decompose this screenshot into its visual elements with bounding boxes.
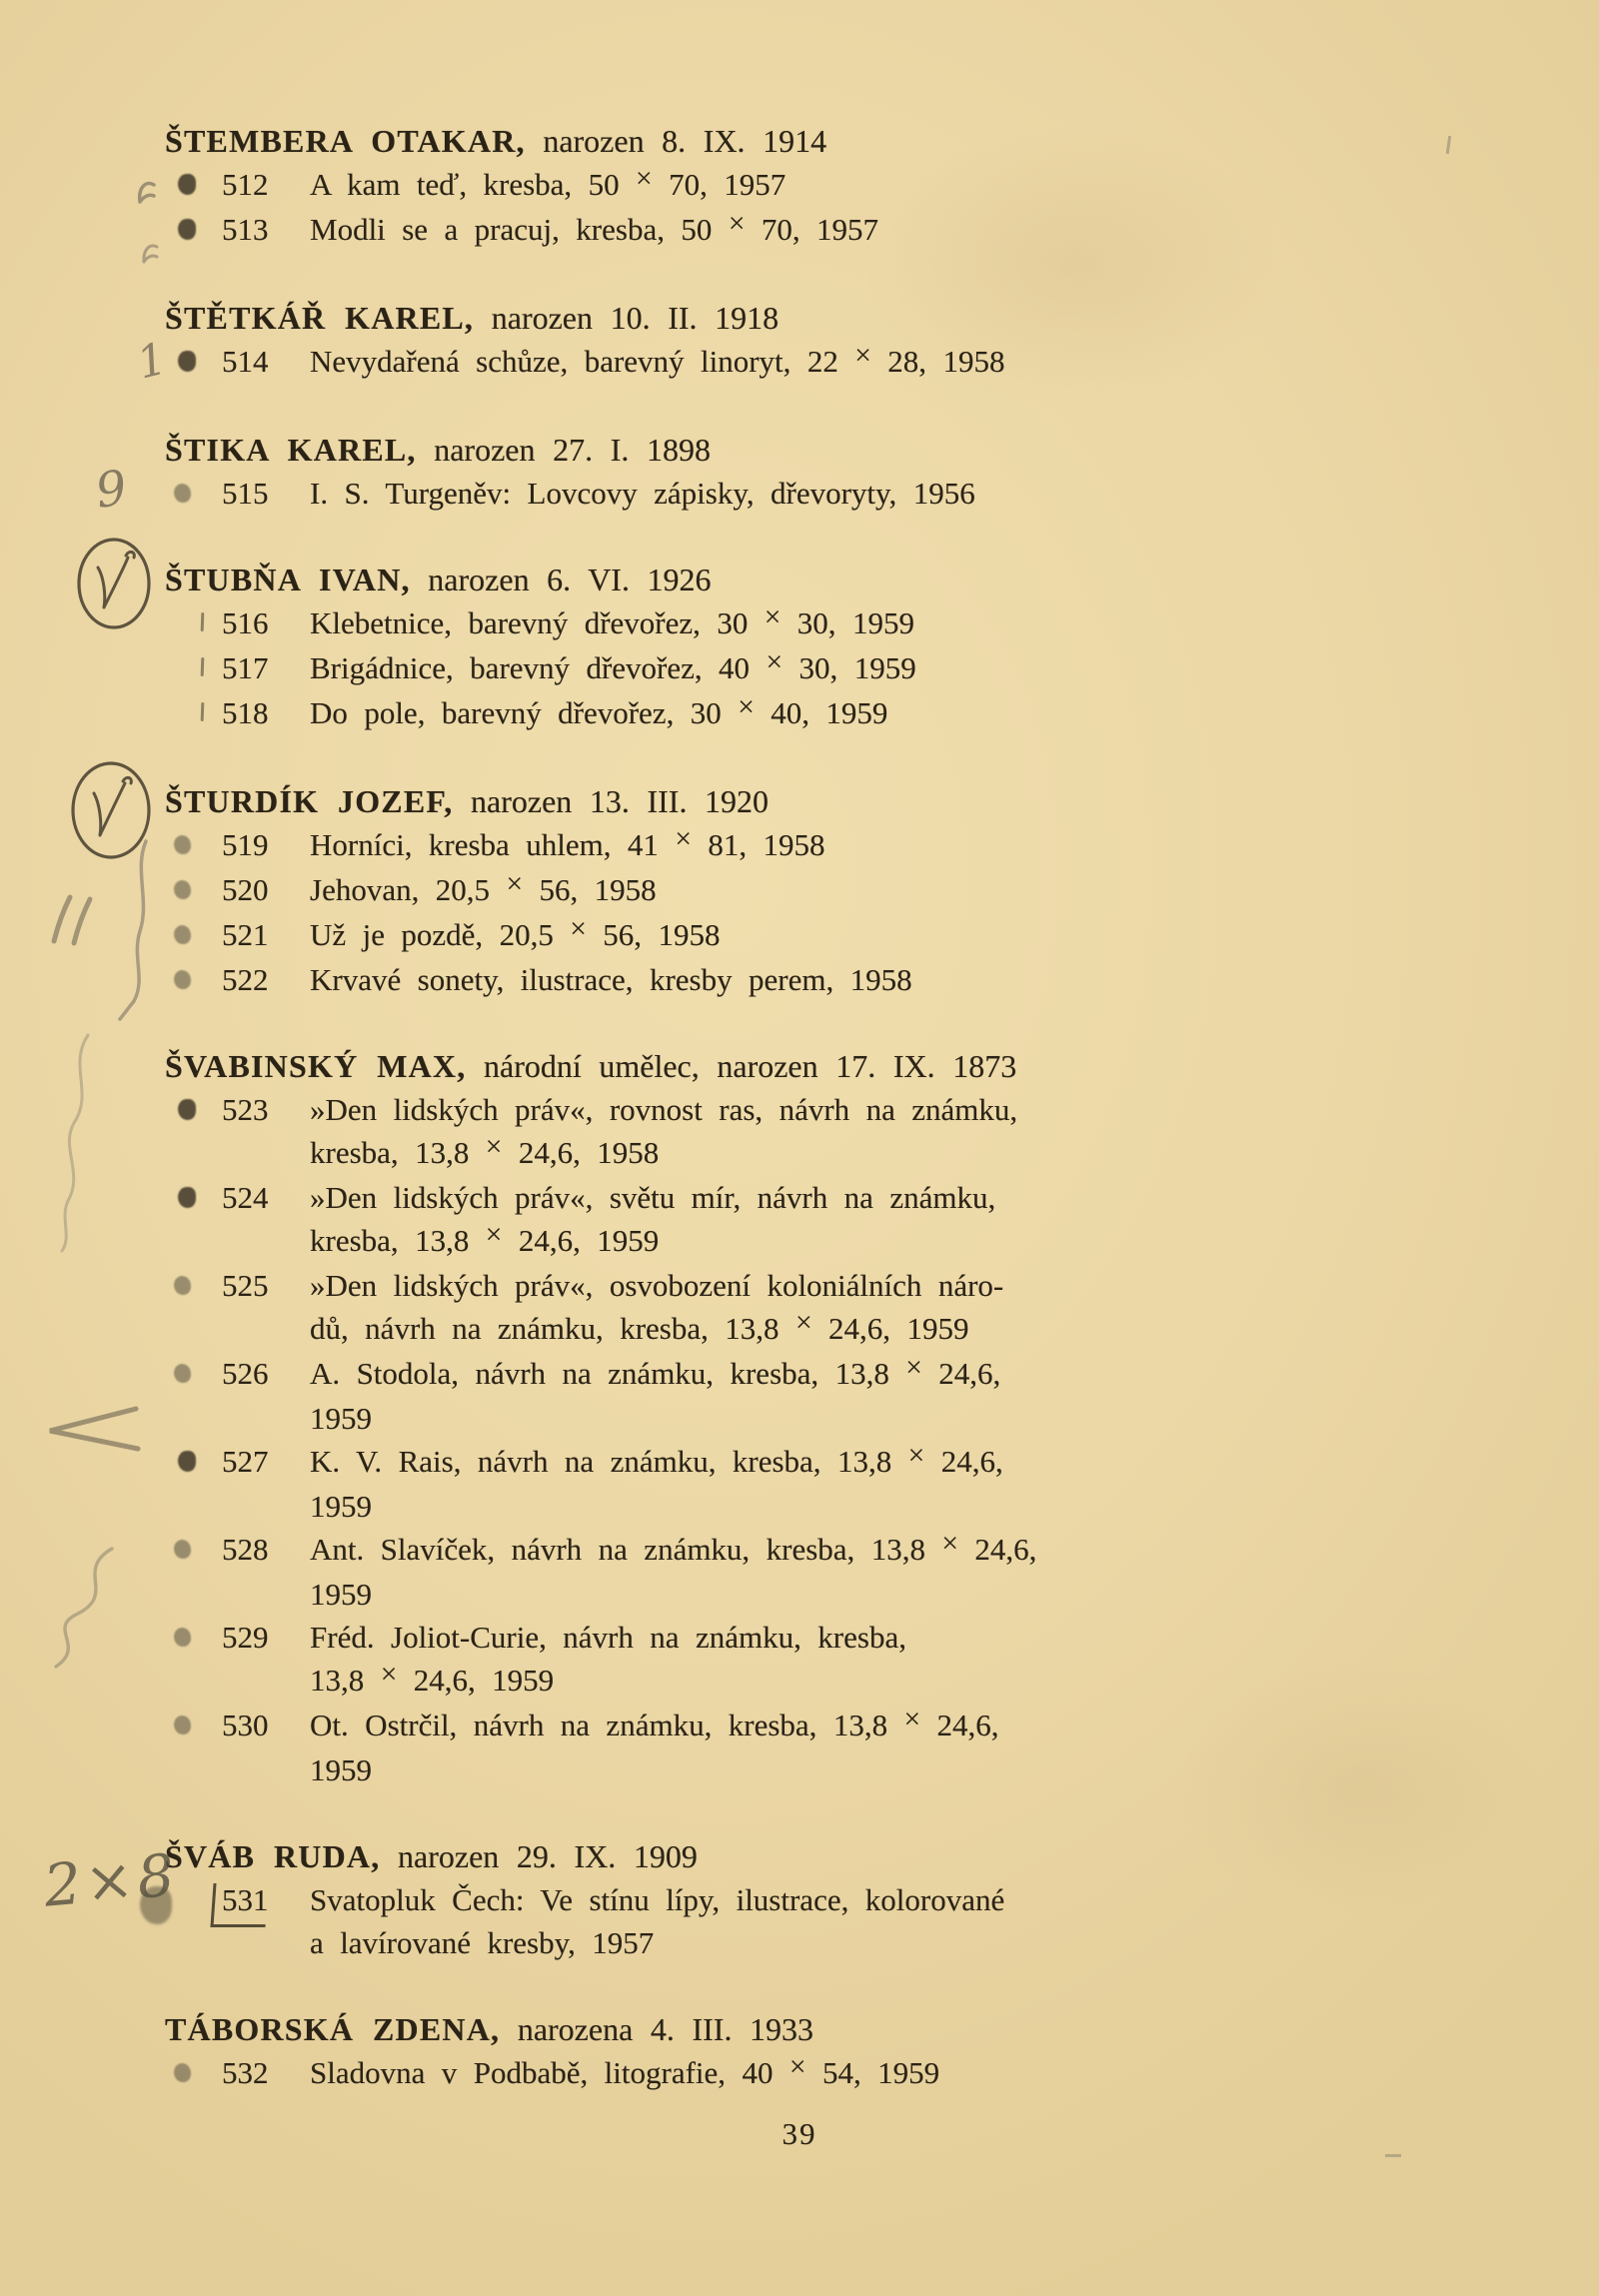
entry-number: 512 [222, 167, 269, 202]
ink-dot-mark [174, 970, 191, 989]
ink-dot-mark [178, 1099, 196, 1120]
multiply-sign: × [636, 163, 653, 195]
entry-number: 523 [222, 1092, 269, 1127]
multiply-sign: × [795, 1307, 812, 1339]
entry-text [310, 1528, 1491, 1616]
entry-number: 529 [222, 1620, 269, 1655]
entry-text-line: 1959 [310, 1752, 372, 1787]
ink-dot-mark [174, 1540, 191, 1559]
entry-number: 525 [222, 1268, 269, 1303]
entry-text-line: Horníci, kresba uhlem, 41 × 81, 1958 [310, 823, 1491, 868]
catalog-entry [222, 868, 1491, 913]
entry-number: 530 [222, 1708, 269, 1742]
entry-text-line: Krvavé sonety, ilustrace, kresby perem, 1958 [310, 962, 912, 997]
pencil-squiggle-icon [140, 240, 170, 268]
ink-dot-mark [178, 1187, 196, 1208]
entry-text-line: Nevydařená schůze, barevný linoryt, 22 × 28, 1958 [310, 340, 1491, 385]
multiply-sign: × [485, 1131, 503, 1163]
artist-section [165, 429, 1491, 515]
multiply-sign: × [764, 601, 782, 633]
entry-number: 526 [222, 1356, 269, 1391]
artist-header [165, 2008, 1491, 2051]
entry-number: 521 [222, 917, 269, 952]
entry-text [310, 691, 1491, 736]
catalog-entry [222, 1440, 1491, 1528]
multiply-sign: × [854, 340, 871, 372]
entry-text [310, 646, 1491, 691]
artist-birth-info: narozen 27. I. 1898 [416, 432, 711, 468]
entry-number: 522 [222, 962, 269, 997]
pencil-squiggle-icon [134, 176, 168, 210]
pencil-bracket-mark [210, 1883, 268, 1927]
entry-text-line: 1959 [310, 1489, 372, 1524]
entry-text [310, 1088, 1491, 1176]
catalog-entry [222, 913, 1491, 958]
catalog-entry [222, 340, 1491, 385]
entry-text-line: Modli se a pracuj, kresba, 50 × 70, 1957 [310, 208, 1491, 253]
pencil-squiggle-icon [54, 1031, 104, 1255]
artist-birth-info: narozen 10. II. 1918 [474, 300, 780, 336]
artist-birth-info: narozena 4. III. 1933 [500, 2011, 814, 2047]
entry-number: 528 [222, 1532, 269, 1567]
ink-dot-mark [174, 835, 191, 854]
entry-text-line: Ant. Slavíček, návrh na známku, kresba, 13,8 × 24,6, [310, 1528, 1491, 1573]
catalog-entry [222, 1878, 1491, 1964]
entry-number: 527 [222, 1444, 269, 1479]
artist-header [165, 1835, 1491, 1878]
entry-text-line: Sladovna v Podbabě, litografie, 40 × 54, 1959 [310, 2051, 1491, 2096]
catalog-entry [222, 1704, 1491, 1791]
entry-text [310, 868, 1491, 913]
multiply-sign: × [941, 1528, 958, 1560]
entry-text [310, 823, 1491, 868]
artist-section [165, 120, 1491, 253]
entry-text-line: Klebetnice, barevný dřevořez, 30 × 30, 1959 [310, 601, 1491, 646]
entry-text [310, 163, 1491, 208]
pencil-arrow-mark [40, 1403, 144, 1459]
entry-text-line: a lavírované kresby, 1957 [310, 1925, 655, 1960]
artist-header [165, 780, 1491, 823]
entry-number: 519 [222, 827, 269, 862]
multiply-sign: × [789, 2051, 806, 2083]
artist-name: TÁBORSKÁ ZDENA, [165, 2011, 501, 2047]
entry-number: 518 [222, 695, 269, 730]
ink-dot-mark [174, 484, 191, 503]
artist-name: ŠTUBŇA IVAN, [165, 562, 411, 597]
entry-number: 532 [222, 2055, 269, 2090]
artist-section [165, 1835, 1491, 1964]
entry-number: 517 [222, 650, 269, 685]
entry-number: 531 [222, 1882, 269, 1917]
multiply-sign: × [675, 823, 692, 855]
circled-check-icon [74, 534, 158, 631]
artist-birth-info: narozen 13. III. 1920 [453, 783, 770, 819]
ink-dot-mark [174, 925, 191, 944]
ink-dot-mark [178, 1451, 196, 1472]
multiply-sign: × [738, 691, 755, 723]
ink-dot-mark [178, 219, 196, 240]
catalog-entry [222, 691, 1491, 736]
entry-text [310, 2051, 1491, 2096]
entry-text [310, 1352, 1491, 1440]
artist-header [165, 559, 1491, 601]
entry-text-line: 1959 [310, 1577, 372, 1612]
entry-number: 514 [222, 344, 269, 379]
entry-text-line: »Den lidských práv«, osvobození koloniálních náro- [310, 1268, 1004, 1303]
ink-dot-mark [178, 351, 196, 372]
ink-dot-mark [174, 1364, 191, 1383]
multiply-sign: × [506, 868, 524, 900]
catalog-entry [222, 1088, 1491, 1176]
entry-text-line: Ot. Ostrčil, návrh na známku, kresba, 13,8 × 24,6, [310, 1704, 1491, 1748]
multiply-sign: × [905, 1352, 922, 1384]
entry-text-line: »Den lidských práv«, rovnost ras, návrh na známku, [310, 1092, 1018, 1127]
artist-birth-info: narozen 6. VI. 1926 [410, 562, 712, 597]
entry-text-line: Už je pozdě, 20,5 × 56, 1958 [310, 913, 1491, 958]
entry-text [310, 1264, 1491, 1352]
catalog-entry [222, 1528, 1491, 1616]
entry-text-line: 13,8 × 24,6, 1959 [310, 1659, 1491, 1704]
artist-birth-info: narozen 8. IX. 1914 [525, 123, 827, 159]
ink-dot-mark [178, 174, 196, 195]
entry-text-line: Fréd. Joliot-Curie, návrh na známku, kresba, [310, 1620, 906, 1655]
entry-text-line: I. S. Turgeněv: Lovcovy zápisky, dřevoryty, 1956 [310, 476, 975, 511]
entry-text [310, 1616, 1491, 1704]
multiply-sign: × [766, 646, 784, 678]
pencil-tick-mark [201, 612, 205, 631]
entry-text [310, 1704, 1491, 1791]
artist-section [165, 1045, 1491, 1791]
multiply-sign: × [728, 208, 746, 240]
artist-section [165, 780, 1491, 1001]
entry-text [310, 1878, 1491, 1964]
entry-text-line: A kam teď, kresba, 50 × 70, 1957 [310, 163, 1491, 208]
artist-birth-info: národní umělec, narozen 17. IX. 1873 [466, 1048, 1017, 1084]
catalog-entry [222, 601, 1491, 646]
pencil-brace-mark [116, 839, 160, 1025]
pencil-squiggle-icon [26, 1543, 136, 1673]
entry-text [310, 913, 1491, 958]
catalog-content [165, 120, 1491, 2096]
entry-text-line: Svatopluk Čech: Ve stínu lípy, ilustrace, kolorované [310, 1882, 1005, 1917]
ink-dot-mark [174, 1628, 191, 1647]
pencil-tick-mark [201, 702, 205, 721]
artist-header [165, 429, 1491, 472]
artist-header [165, 297, 1491, 340]
entry-number: 513 [222, 212, 269, 247]
multiply-sign: × [570, 913, 587, 945]
entry-text [310, 601, 1491, 646]
artist-section [165, 559, 1491, 736]
artist-section [165, 2008, 1491, 2096]
multiply-sign: × [907, 1440, 925, 1472]
artist-name: ŠTĚTKÁŘ KAREL, [165, 300, 475, 336]
artist-header [165, 1045, 1491, 1088]
artist-name: ŠTURDÍK JOZEF, [165, 783, 454, 819]
catalog-entry [222, 646, 1491, 691]
catalog-entry [222, 1264, 1491, 1352]
pencil-tick-mark [201, 657, 205, 676]
page-number: 39 [782, 2116, 817, 2151]
entry-text-line: kresba, 13,8 × 24,6, 1959 [310, 1219, 1491, 1264]
entry-text [310, 472, 1491, 515]
multiply-sign: × [380, 1659, 398, 1691]
pencil-numeral-mark: 1 [132, 333, 172, 390]
artist-birth-info: narozen 29. IX. 1909 [380, 1838, 698, 1874]
catalog-entry [222, 163, 1491, 208]
catalog-entry [222, 2051, 1491, 2096]
entry-text-line: Do pole, barevný dřevořez, 30 × 40, 1959 [310, 691, 1491, 736]
pencil-note-2x8: 2×8 [41, 1840, 182, 1920]
catalog-entry [222, 1616, 1491, 1704]
entry-text-line: »Den lidských práv«, světu mír, návrh na známku, [310, 1180, 996, 1215]
entry-number: 515 [222, 476, 269, 511]
entry-number: 520 [222, 872, 269, 907]
ink-dot-mark [174, 1276, 191, 1295]
entry-text [310, 1440, 1491, 1528]
catalog-entry [222, 208, 1491, 253]
artist-name: ŠVÁB RUDA, [165, 1838, 381, 1874]
ink-dot-mark [174, 2063, 191, 2082]
multiply-sign: × [485, 1219, 503, 1251]
entry-text-line: A. Stodola, návrh na známku, kresba, 13,8 × 24,6, [310, 1352, 1491, 1397]
artist-header [165, 120, 1491, 163]
multiply-sign: × [903, 1704, 921, 1735]
catalog-entry [222, 1352, 1491, 1440]
entry-text [310, 958, 1491, 1001]
ink-dot-mark [174, 880, 191, 899]
artist-name: ŠTIKA KAREL, [165, 432, 417, 468]
entry-text-line: kresba, 13,8 × 24,6, 1958 [310, 1131, 1491, 1176]
entry-text [310, 208, 1491, 253]
ink-dot-mark [174, 1716, 191, 1734]
catalog-entry [222, 958, 1491, 1001]
entry-text-line: Brigádnice, barevný dřevořez, 40 × 30, 1959 [310, 646, 1491, 691]
stray-mark [1385, 2154, 1401, 2157]
entry-text-line: 1959 [310, 1401, 372, 1436]
entry-text [310, 1176, 1491, 1264]
artist-name: ŠTEMBERA OTAKAR, [165, 123, 526, 159]
catalog-entry [222, 1176, 1491, 1264]
entry-text-line: Jehovan, 20,5 × 56, 1958 [310, 868, 1491, 913]
catalog-entry [222, 823, 1491, 868]
entry-number: 524 [222, 1180, 269, 1215]
entry-text-line: dů, návrh na známku, kresba, 13,8 × 24,6, 1959 [310, 1307, 1491, 1352]
entry-number: 516 [222, 605, 269, 640]
artist-name: ŠVABINSKÝ MAX, [165, 1048, 467, 1084]
entry-text [310, 340, 1491, 385]
artist-section [165, 297, 1491, 385]
entry-text-line: K. V. Rais, návrh na známku, kresba, 13,8 × 24,6, [310, 1440, 1491, 1485]
pencil-numeral-mark: 9 [92, 460, 131, 520]
pencil-strokes-mark [46, 891, 106, 947]
catalog-entry [222, 472, 1491, 515]
